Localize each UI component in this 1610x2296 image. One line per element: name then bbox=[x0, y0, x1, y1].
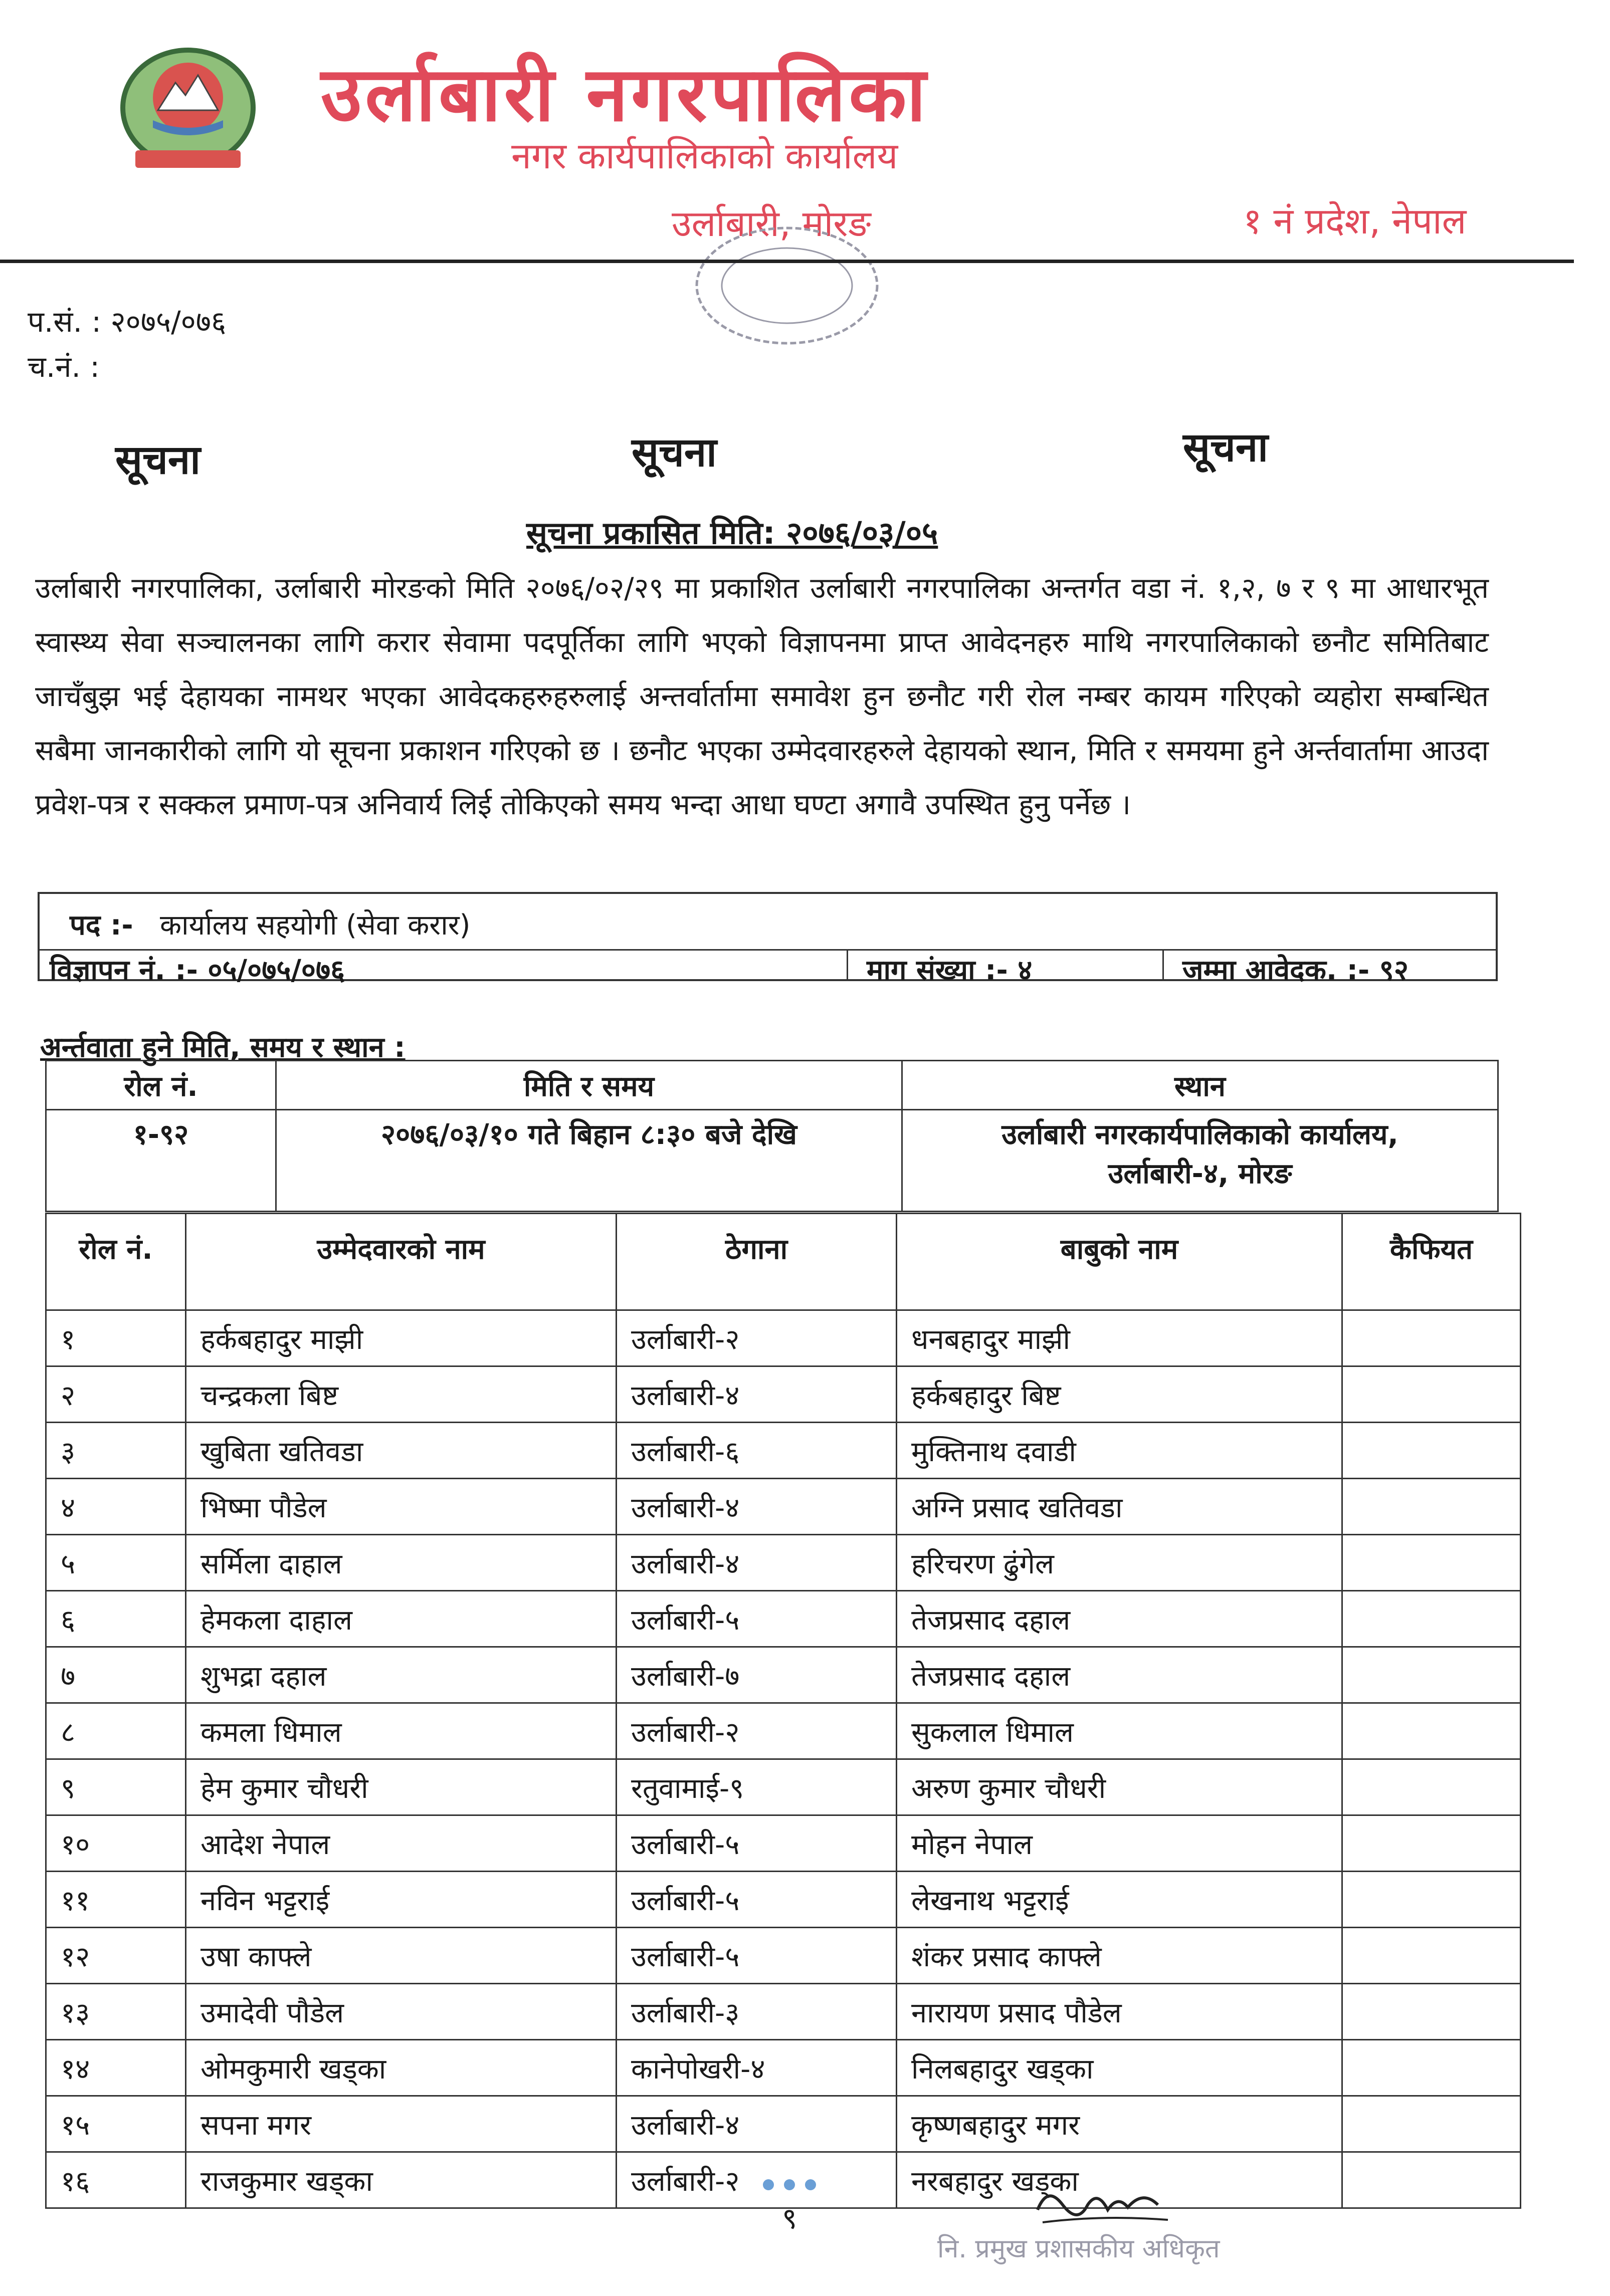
candidate-name-cell: उषा काफ्ले bbox=[186, 1928, 617, 1984]
candidate-name-cell: ओमकुमारी खड्का bbox=[186, 2040, 617, 2096]
candidate-name-cell: सर्मिला दाहाल bbox=[186, 1535, 617, 1591]
candidate-name-cell: खुबिता खतिवडा bbox=[186, 1423, 617, 1479]
schedule-title: अर्न्तवाता हुने मिति, समय र स्थान : bbox=[40, 1031, 406, 1064]
candidate-name-cell: हर्कबहादुर माझी bbox=[186, 1310, 617, 1366]
address-cell: रतुवामाई-९ bbox=[617, 1759, 897, 1815]
father-name-cell: तेजप्रसाद दहाल bbox=[897, 1647, 1342, 1703]
roll-number-cell: १६ bbox=[46, 2152, 186, 2208]
table-row bbox=[46, 1110, 1498, 1212]
roll-number-cell: १० bbox=[46, 1815, 186, 1872]
office-title: नगर कार्यपालिकाको कार्यालय bbox=[511, 135, 898, 177]
address-cell: उर्लाबारी-२ bbox=[617, 1310, 897, 1366]
remarks-cell bbox=[1342, 1591, 1521, 1647]
father-name-cell: कृष्णबहादुर मगर bbox=[897, 2096, 1342, 2152]
signature-icon bbox=[1028, 2175, 1178, 2235]
father-name-cell: अरुण कुमार चौधरी bbox=[897, 1759, 1342, 1815]
candidate-name-cell: हेम कुमार चौधरी bbox=[186, 1759, 617, 1815]
post-row bbox=[40, 894, 1496, 951]
candidate-name-cell: शुभद्रा दहाल bbox=[186, 1647, 617, 1703]
remarks-cell bbox=[1342, 1984, 1521, 2040]
remarks-cell bbox=[1342, 1647, 1521, 1703]
demand-count: माग संख्या :- ४ bbox=[867, 954, 1033, 987]
published-date: सूचना प्रकासित मिति: २०७६/०३/०५ bbox=[526, 515, 938, 551]
roll-number-cell: १४ bbox=[46, 2040, 186, 2096]
father-name-cell: धनबहादुर माझी bbox=[897, 1310, 1342, 1366]
remarks-cell bbox=[1342, 1479, 1521, 1535]
roll-number-cell: ४ bbox=[46, 1479, 186, 1535]
candidate-name-cell: उमादेवी पौडेल bbox=[186, 1984, 617, 2040]
table-row bbox=[46, 1310, 1521, 1366]
signatory-title: नि. प्रमुख प्रशासकीय अधिकृत bbox=[937, 2234, 1220, 2264]
province-label: १ नं प्रदेश, नेपाल bbox=[1243, 200, 1467, 242]
roll-number-cell: ११ bbox=[46, 1872, 186, 1928]
interview-schedule-table bbox=[45, 1060, 1499, 1212]
notice-heading-left: सूचना bbox=[115, 436, 200, 483]
table-row bbox=[46, 1479, 1521, 1535]
table-row bbox=[46, 1535, 1521, 1591]
address-cell: उर्लाबारी-३ bbox=[617, 1984, 897, 2040]
remarks-cell bbox=[1342, 1928, 1521, 1984]
father-name-cell: लेखनाथ भट्टराई bbox=[897, 1872, 1342, 1928]
remarks-cell bbox=[1342, 1423, 1521, 1479]
remarks-cell bbox=[1342, 1310, 1521, 1366]
father-name-cell: निलबहादुर खड्का bbox=[897, 2040, 1342, 2096]
table-row bbox=[46, 1647, 1521, 1703]
table-row bbox=[46, 1815, 1521, 1872]
address-cell: उर्लाबारी-४ bbox=[617, 1535, 897, 1591]
table-row bbox=[46, 1591, 1521, 1647]
notice-heading-right: सूचना bbox=[1183, 424, 1268, 471]
candidate-name-cell: कमला धिमाल bbox=[186, 1703, 617, 1759]
address-cell: उर्लाबारी-४ bbox=[617, 1479, 897, 1535]
address-cell: उर्लाबारी-२ bbox=[617, 2152, 897, 2208]
candidate-name-cell: नविन भट्टराई bbox=[186, 1872, 617, 1928]
candidate-name-cell: चन्द्रकला बिष्ट bbox=[186, 1366, 617, 1423]
municipality-title: उर्लाबारी नगरपालिका bbox=[321, 51, 929, 138]
father-name-cell: हरिचरण ढुंगेल bbox=[897, 1535, 1342, 1591]
reference-number: प.सं. : २०७५/०७६ bbox=[28, 305, 227, 339]
column-header: रोल नं. bbox=[46, 1214, 186, 1310]
remarks-cell bbox=[1342, 2096, 1521, 2152]
post-value: कार्यालय सहयोगी (सेवा करार) bbox=[160, 909, 471, 942]
divider bbox=[847, 949, 848, 979]
applicant-count: जम्मा आवेदक. :- ९२ bbox=[1182, 954, 1409, 987]
address-cell: उर्लाबारी-४ bbox=[617, 2096, 897, 2152]
address-cell: उर्लाबारी-२ bbox=[617, 1703, 897, 1759]
remarks-cell bbox=[1342, 1872, 1521, 1928]
remarks-cell bbox=[1342, 2040, 1521, 2096]
page-number: ९ bbox=[782, 2201, 797, 2235]
divider bbox=[1162, 949, 1164, 979]
candidate-name-cell: हेमकला दाहाल bbox=[186, 1591, 617, 1647]
father-name-cell: मुक्तिनाथ दवाडी bbox=[897, 1423, 1342, 1479]
remarks-cell bbox=[1342, 1815, 1521, 1872]
column-header: कैफियत bbox=[1342, 1214, 1521, 1310]
table-row bbox=[46, 1423, 1521, 1479]
roll-number-cell: ७ bbox=[46, 1647, 186, 1703]
roll-number-cell: ८ bbox=[46, 1703, 186, 1759]
place-line: उर्लाबारी-४, मोरङ bbox=[1108, 1158, 1292, 1190]
dispatch-number: च.नं. : bbox=[28, 350, 100, 384]
remarks-cell bbox=[1342, 2152, 1521, 2208]
address-cell: उर्लाबारी-५ bbox=[617, 1815, 897, 1872]
father-name-cell: हर्कबहादुर बिष्ट bbox=[897, 1366, 1342, 1423]
table-row bbox=[46, 2096, 1521, 2152]
ad-number: विज्ञापन नं. :- ०५/०७५/०७६ bbox=[50, 954, 345, 987]
remarks-cell bbox=[1342, 1366, 1521, 1423]
roll-number-cell: ५ bbox=[46, 1535, 186, 1591]
post-label: पद :- bbox=[70, 909, 133, 942]
roll-number-cell: १३ bbox=[46, 1984, 186, 2040]
remarks-cell bbox=[1342, 1535, 1521, 1591]
column-header: रोल नं. bbox=[46, 1061, 276, 1110]
interview-datetime: २०७६/०३/१० गते बिहान ८:३० बजे देखि bbox=[276, 1110, 902, 1212]
notice-paragraph: उर्लाबारी नगरपालिका, उर्लाबारी मोरङको मिति २०७६/०२/२९ मा प्रकाशित उर्लाबारी नगरपालिका अन्तर्गत वडा नं. १,२, ७ र ९ मा आधारभूत स्वास्थ्य सेवा सञ्चालनका लागि करार सेवामा पदपूर्तिका लागि भएको विज्ञापनमा प्राप्त आवेदनहरु माथि नगरपालिकाको छनौट समितिबाट जाचँबुझ भई देहायका नामथर भएका आवेदकहरुहरुलाई अन्तर्वार्तामा समावेश हुन छनौट गरी रोल नम्बर कायम गरिएको व्यहोरा सम्बन्धित सबैमा जानकारीको लागि यो सूचना प्रकाशन गरिएको छ । छनौट भएका उम्मेदवारहरुले देहायको स्थान, मिति र समयमा हुने अर्न्तवार्तामा आउदा प्रवेश-पत्र र सक्कल प्रमाण-पत्र अनिवार्य लिई तोकिएको समय भन्दा आधा घण्टा अगावै उपस्थित हुनु पर्नेछ । bbox=[35, 572, 1489, 821]
father-name-cell: तेजप्रसाद दहाल bbox=[897, 1591, 1342, 1647]
office-location: उर्लाबारी, मोरङ bbox=[672, 202, 871, 245]
table-row bbox=[46, 1872, 1521, 1928]
roll-number-cell: २ bbox=[46, 1366, 186, 1423]
roll-number-cell: ६ bbox=[46, 1591, 186, 1647]
interview-place bbox=[902, 1110, 1498, 1212]
column-header: ठेगाना bbox=[617, 1214, 897, 1310]
office-stamp-icon bbox=[682, 215, 892, 356]
father-name-cell: नरबहादुर खड्का bbox=[897, 2152, 1342, 2208]
header-divider bbox=[0, 260, 1574, 263]
page-dots-icon bbox=[759, 2177, 820, 2192]
address-cell: उर्लाबारी-४ bbox=[617, 1366, 897, 1423]
table-header-row bbox=[46, 1061, 1498, 1110]
notice-heading-center: सूचना bbox=[632, 429, 717, 476]
address-cell: उर्लाबारी-५ bbox=[617, 1872, 897, 1928]
column-header: बाबुको नाम bbox=[897, 1214, 1342, 1310]
column-header: स्थान bbox=[902, 1061, 1498, 1110]
address-cell: उर्लाबारी-५ bbox=[617, 1591, 897, 1647]
father-name-cell: नारायण प्रसाद पौडेल bbox=[897, 1984, 1342, 2040]
roll-number-cell: १ bbox=[46, 1310, 186, 1366]
roll-number-cell: ३ bbox=[46, 1423, 186, 1479]
roll-range: १-९२ bbox=[46, 1110, 276, 1212]
post-info-box bbox=[38, 892, 1498, 987]
nepal-emblem-icon bbox=[105, 35, 271, 185]
place-line: उर्लाबारी नगरकार्यपालिकाको कार्यालय, bbox=[1001, 1118, 1398, 1151]
father-name-cell: मोहन नेपाल bbox=[897, 1815, 1342, 1872]
candidate-name-cell: राजकुमार खड्का bbox=[186, 2152, 617, 2208]
address-cell: उर्लाबारी-७ bbox=[617, 1647, 897, 1703]
table-row bbox=[46, 1928, 1521, 1984]
table-row bbox=[46, 1984, 1521, 2040]
father-name-cell: अग्नि प्रसाद खतिवडा bbox=[897, 1479, 1342, 1535]
candidate-name-cell: सपना मगर bbox=[186, 2096, 617, 2152]
roll-number-cell: १२ bbox=[46, 1928, 186, 1984]
roll-number-cell: १५ bbox=[46, 2096, 186, 2152]
address-cell: उर्लाबारी-५ bbox=[617, 1928, 897, 1984]
father-name-cell: सुकलाल धिमाल bbox=[897, 1703, 1342, 1759]
table-header-row bbox=[46, 1214, 1521, 1310]
table-row bbox=[46, 1759, 1521, 1815]
candidate-name-cell: भिष्मा पौडेल bbox=[186, 1479, 617, 1535]
candidate-name-cell: आदेश नेपाल bbox=[186, 1815, 617, 1872]
father-name-cell: शंकर प्रसाद काफ्ले bbox=[897, 1928, 1342, 1984]
address-cell: कानेपोखरी-४ bbox=[617, 2040, 897, 2096]
table-row bbox=[46, 2040, 1521, 2096]
candidate-table bbox=[45, 1213, 1521, 2209]
remarks-cell bbox=[1342, 1759, 1521, 1815]
address-cell: उर्लाबारी-६ bbox=[617, 1423, 897, 1479]
remarks-cell bbox=[1342, 1703, 1521, 1759]
table-row bbox=[46, 1366, 1521, 1423]
column-header: उम्मेदवारको नाम bbox=[186, 1214, 617, 1310]
column-header: मिति र समय bbox=[276, 1061, 902, 1110]
table-row bbox=[46, 1703, 1521, 1759]
roll-number-cell: ९ bbox=[46, 1759, 186, 1815]
